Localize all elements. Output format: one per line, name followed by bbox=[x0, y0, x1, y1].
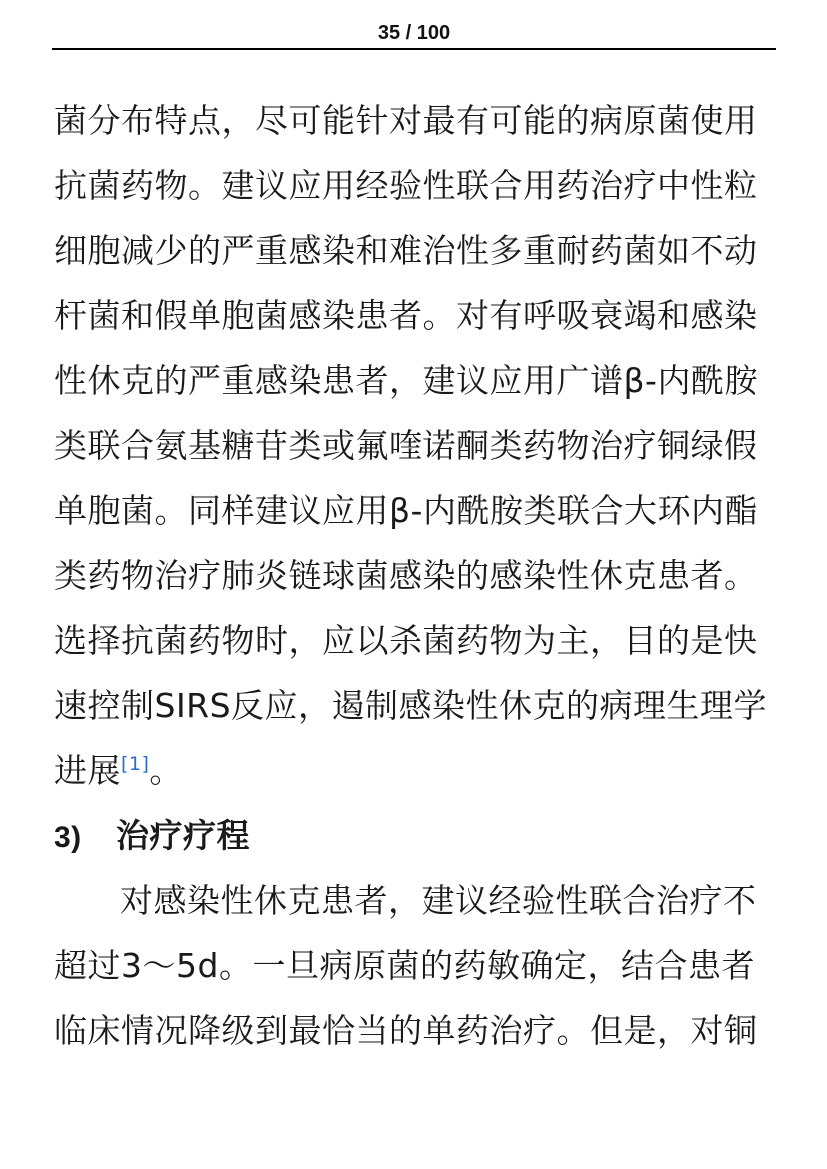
document-body bbox=[54, 88, 774, 1063]
text-line-content: 对感染性休克患者，建议经验性联合治疗不 bbox=[120, 881, 757, 920]
text-line: 选择抗菌药物时，应以杀菌药物为主，目的是快 bbox=[54, 621, 758, 660]
section-number: 3) bbox=[54, 821, 82, 854]
text-line: 超过3～5d。一旦病原菌的药敏确定，结合患者 bbox=[54, 946, 755, 985]
text-line: 抗菌药物。建议应用经验性联合用药治疗中性粒 bbox=[54, 166, 758, 205]
citation-link[interactable]: [1] bbox=[121, 753, 150, 775]
text-line: 性休克的严重感染患者，建议应用广谱β-内酰胺 bbox=[54, 361, 758, 400]
text-line: 细胞减少的严重感染和难治性多重耐药菌如不动 bbox=[54, 231, 758, 270]
page-header bbox=[52, 18, 776, 50]
text-fragment-end: 。 bbox=[149, 751, 183, 790]
page-indicator: 35 / 100 bbox=[377, 22, 451, 44]
text-line: 菌分布特点，尽可能针对最有可能的病原菌使用 bbox=[54, 101, 758, 140]
text-line: 类药物治疗肺炎链球菌感染的感染性休克患者。 bbox=[54, 556, 758, 595]
text-line: 速控制SIRS反应，遏制感染性休克的病理生理学 bbox=[54, 686, 768, 725]
text-line bbox=[54, 868, 774, 933]
text-line-last bbox=[54, 738, 774, 803]
text-line: 杆菌和假单胞菌感染患者。对有呼吸衰竭和感染 bbox=[54, 296, 758, 335]
text-line: 单胞菌。同样建议应用β-内酰胺类联合大环内酯 bbox=[54, 491, 758, 530]
section-heading bbox=[54, 803, 774, 868]
section-title: 治疗疗程 bbox=[116, 816, 250, 855]
text-line: 类联合氨基糖苷类或氟喹诺酮类药物治疗铜绿假 bbox=[54, 426, 758, 465]
paragraph-1 bbox=[54, 88, 774, 803]
paragraph-2 bbox=[54, 868, 774, 1063]
text-fragment: 进展 bbox=[54, 751, 121, 790]
text-line: 临床情况降级到最恰当的单药治疗。但是，对铜 bbox=[54, 1011, 758, 1050]
